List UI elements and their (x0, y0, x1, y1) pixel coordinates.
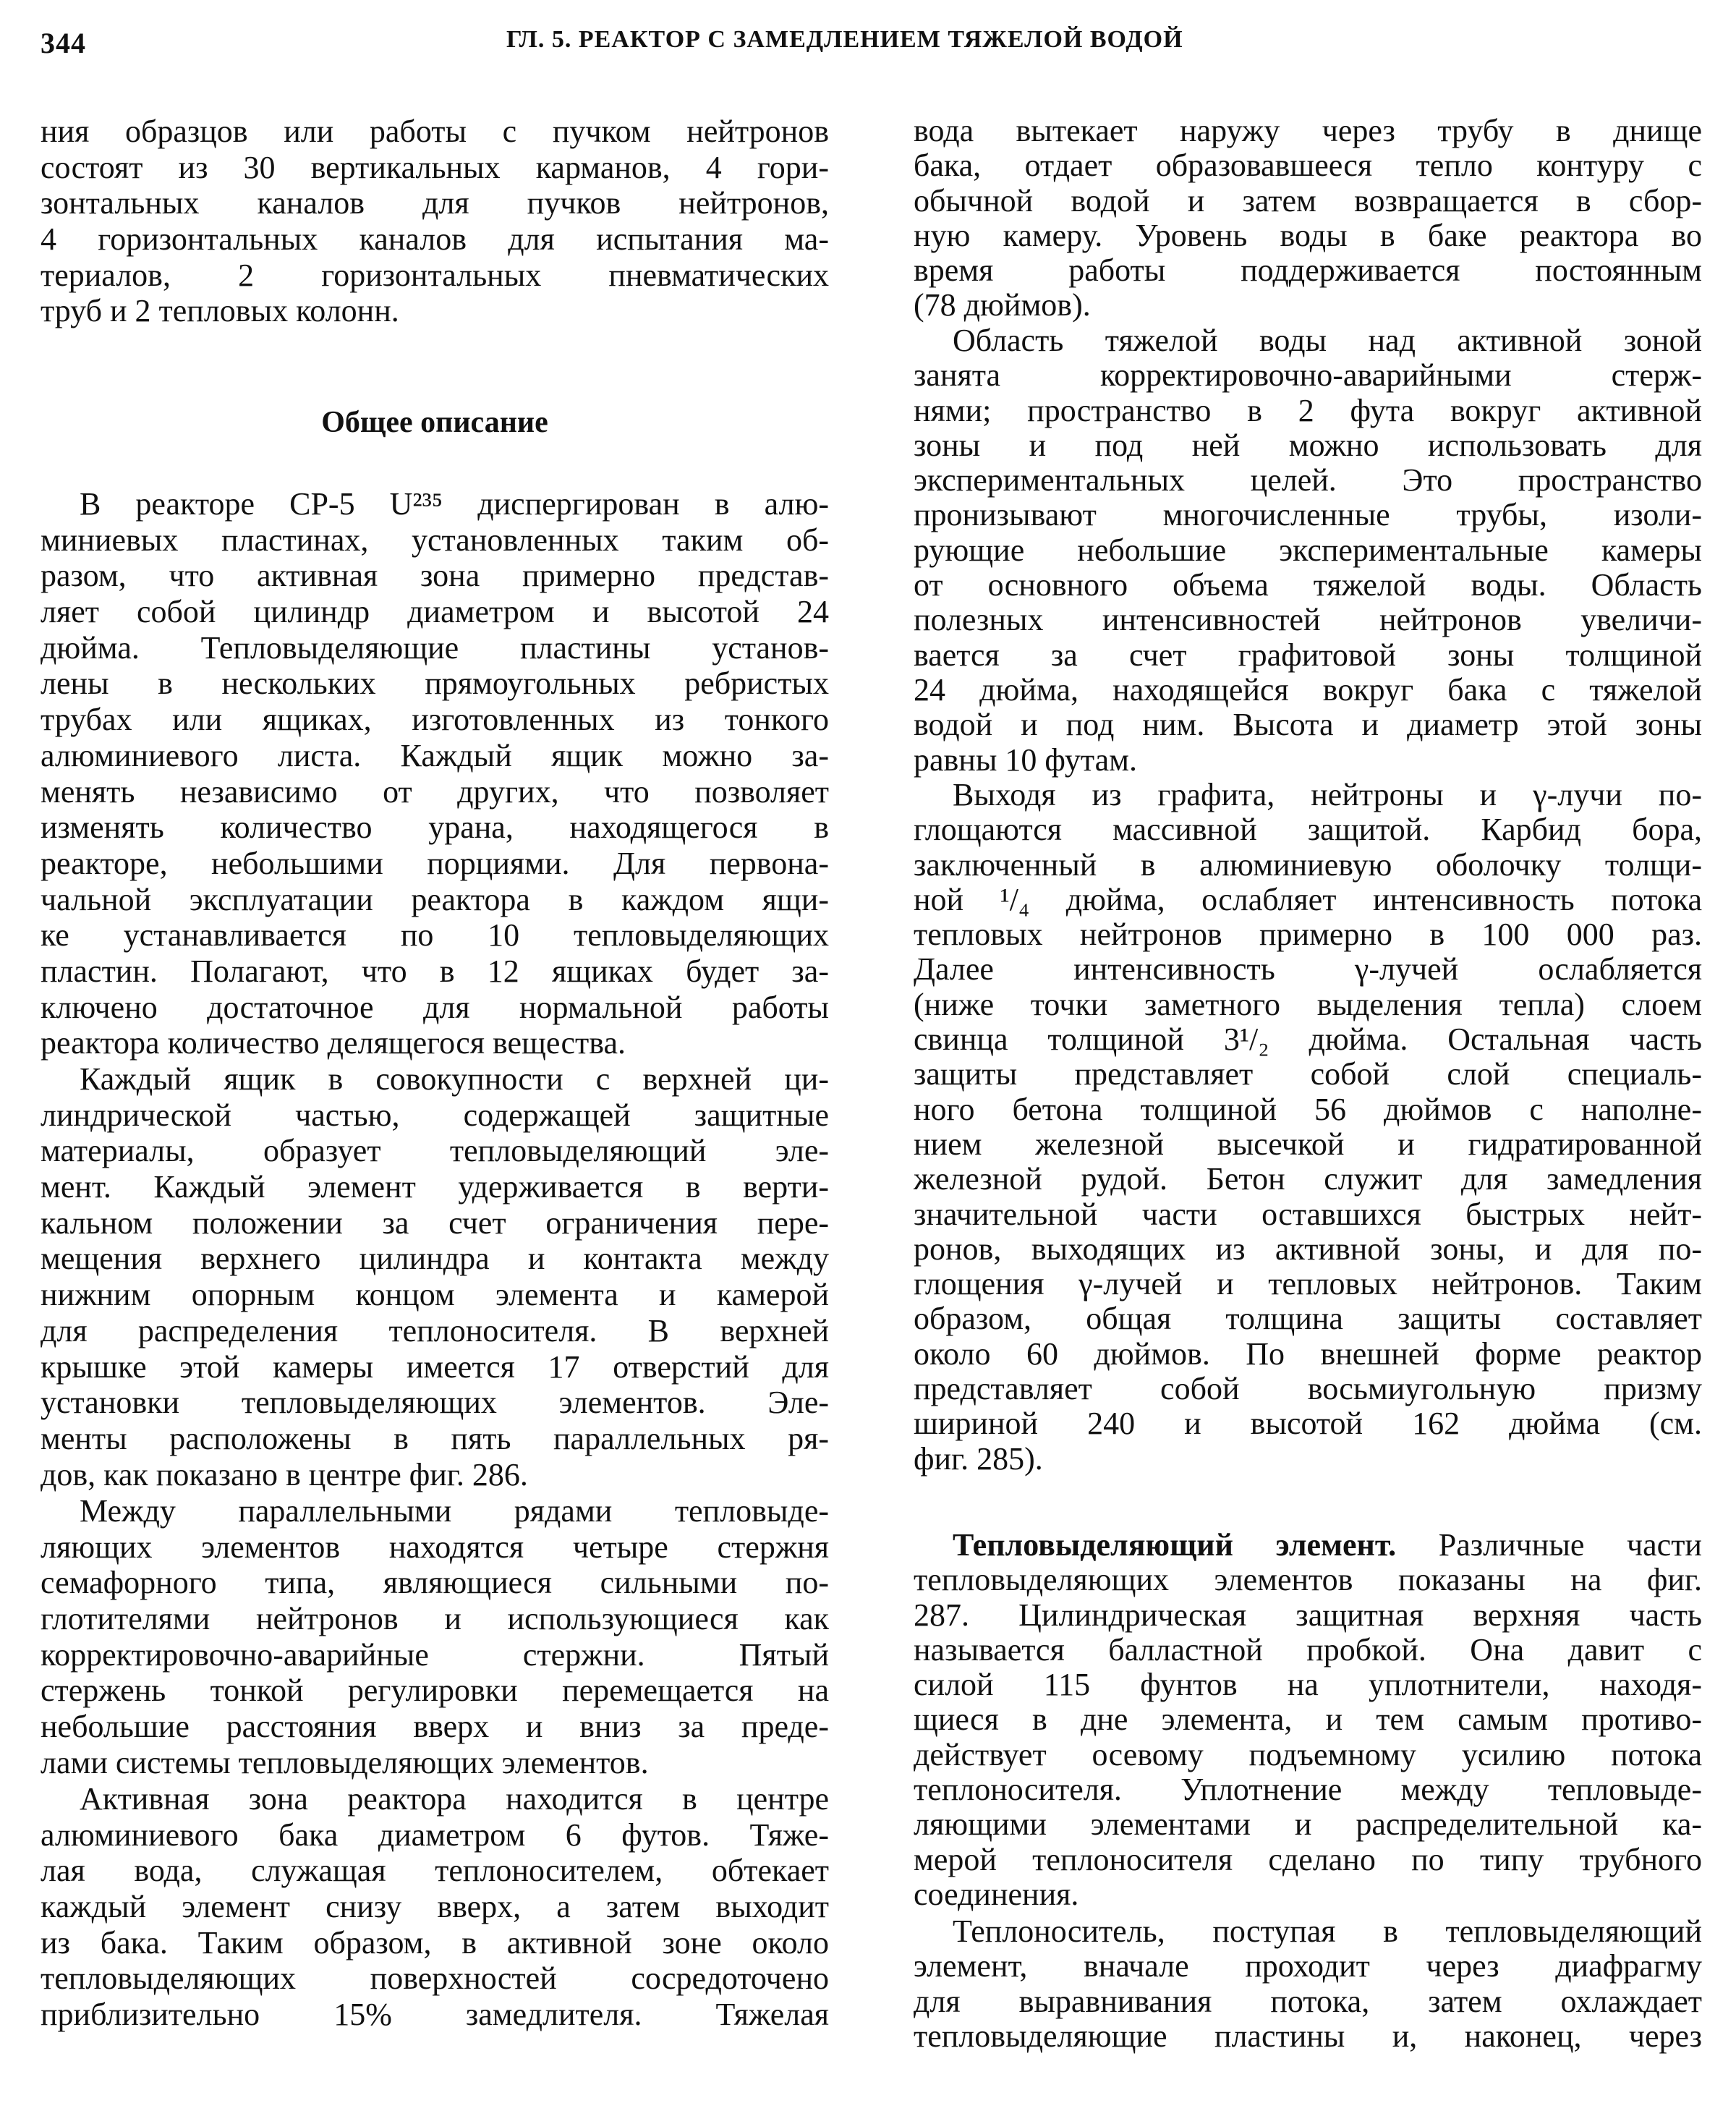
text-line: около 60 дюймов. По внешней форме реактор (914, 1335, 1702, 1372)
text-line: вода вытекает наружу через трубу в днище (914, 113, 1702, 148)
text-line: лены в нескольких прямоугольных ребристых (41, 666, 829, 702)
text-line: глотителями нейтронов и использующиеся как (41, 1601, 829, 1637)
paragraph (914, 1914, 1702, 2054)
text-line: для выравнивания потока, затем охлаждает (914, 1983, 1702, 2019)
text-line: ке устанавливается по 10 тепловыделяющих (41, 917, 829, 953)
text-line: ляет собой цилиндр диаметром и высотой 24 (41, 594, 829, 630)
text-line: (78 дюймов). (914, 287, 1091, 323)
paragraph (41, 1493, 829, 1781)
text-line: фиг. 285). (914, 1440, 1043, 1477)
text-line: мент. Каждый элемент удерживается в верти- (41, 1169, 829, 1205)
text-line: теплоносителя. Уплотнение между тепловыде- (914, 1772, 1702, 1808)
text-line: ной ¹/₄ дюйма, ослабляет интенсивность потока (914, 881, 1702, 917)
text-line: изменять количество урана, находящегося в (41, 810, 829, 846)
text-line: трубах или ящиках, изготовленных из тонкого (41, 702, 829, 738)
text-line: лами системы тепловыделяющих элементов. (41, 1744, 649, 1780)
paragraph (41, 1061, 829, 1492)
text-line: Далее интенсивность γ-лучей ослабляется (914, 951, 1702, 987)
text-line: ния образцов или работы с пучком нейтронов (41, 114, 829, 149)
text-line: из бака. Таким образом, в активной зоне около (41, 1924, 829, 1961)
text-line: зонтальных каналов для пучков нейтронов, (41, 185, 829, 221)
text-line: Между параллельными рядами тепловыде- (80, 1493, 829, 1529)
text-line: Теплоноситель, поступая в тепловыделяющий (953, 1913, 1702, 1949)
text-line: кальном положении за счет ограничения пере- (41, 1205, 829, 1241)
text-run: Различные части (1396, 1527, 1702, 1563)
text-line: териалов, 2 горизонтальных пневматических (41, 257, 829, 293)
text-line: В реакторе СР-5 U²³⁵ диспергирован в алю- (80, 486, 829, 522)
paragraph (41, 114, 829, 329)
text-line: тепловыделяющих поверхностей сосредоточено (41, 1961, 829, 1997)
text-line: установки тепловыделяющих элементов. Эле- (41, 1385, 829, 1421)
text-line: Выходя из графита, нейтроны и γ-лучи по- (953, 777, 1702, 812)
text-line: занята корректировочно-аварийными стерж- (914, 357, 1702, 394)
text-line: ную камеру. Уровень воды в баке реактора во (914, 217, 1702, 253)
text-line: Каждый ящик в совокупности с верхней ци- (80, 1061, 829, 1097)
text-line: нижним опорным концом элемента и камерой (41, 1277, 829, 1313)
text-line: от основного объема тяжелой воды. Область (914, 567, 1702, 603)
text-line: называется балластной пробкой. Она давит с (914, 1631, 1702, 1668)
text-line: Область тяжелой воды над активной зоной (953, 323, 1702, 358)
text-line: заключенный в алюминиевую оболочку толщи- (914, 846, 1702, 883)
text-line: крышке этой камеры имеется 17 отверстий для (41, 1348, 829, 1385)
text-line: линдрической частью, содержащей защитные (41, 1097, 829, 1133)
text-line: равны 10 футам. (914, 742, 1137, 778)
text-line: тепловыделяющие пластины и, наконец, через (914, 2018, 1702, 2054)
text-line: ключено достаточное для нормальной работы (41, 989, 829, 1025)
paragraph (914, 1528, 1702, 1912)
text-line: корректировочно-аварийные стержни. Пятый (41, 1636, 829, 1673)
text-line: образом, общая толщина защиты составляет (914, 1301, 1702, 1337)
text-line: для распределения теплоносителя. В верхней (41, 1312, 829, 1348)
text-line: труб и 2 тепловых колонн. (41, 293, 399, 329)
text-line: действует осевому подъемному усилию потока (914, 1736, 1702, 1772)
text-line: представляет собой восьмиугольную призму (914, 1371, 1702, 1407)
text-line: значительной части оставшихся быстрых нейт- (914, 1196, 1702, 1232)
text-line: водой и под ним. Высота и диаметр этой зоны (914, 707, 1702, 743)
paragraph (41, 1781, 829, 2033)
paragraph (914, 778, 1702, 1477)
text-line: шириной 240 и высотой 162 дюйма (см. (914, 1406, 1702, 1442)
text-line: Активная зона реактора находится в центре (80, 1781, 829, 1817)
text-line: щиеся в дне элемента, и тем самым противо- (914, 1702, 1702, 1738)
text-line: ляющими элементами и распределительной ка- (914, 1806, 1702, 1843)
text-line: экспериментальных целей. Это пространство (914, 462, 1702, 498)
text-line: 24 дюйма, находящейся вокруг бака с тяжелой (914, 671, 1702, 708)
text-line: 4 горизонтальных каналов для испытания ма- (41, 221, 829, 258)
text-line: силой 115 фунтов на уплотнители, находя- (914, 1667, 1702, 1703)
text-line: вается за счет графитовой зоны толщиной (914, 637, 1702, 673)
text-line: небольшие расстояния вверх и вниз за преде- (41, 1709, 829, 1745)
text-line: время работы поддерживается постоянным (914, 252, 1702, 289)
text-line: дов, как показано в центре фиг. 286. (41, 1456, 528, 1492)
text-line: глощения γ-лучей и тепловых нейтронов. Таким (914, 1266, 1702, 1302)
paragraph (914, 323, 1702, 778)
text-line: тепловыделяющих элементов показаны на фиг. (914, 1562, 1702, 1598)
text-line: состоят из 30 вертикальных карманов, 4 гори- (41, 149, 829, 185)
text-line: глощаются массивной защитой. Карбид бора, (914, 812, 1702, 848)
text-line: дюйма. Тепловыделяющие пластины установ- (41, 629, 829, 666)
text-line: менять независимо от других, что позволяет (41, 773, 829, 810)
text-line: реакторе, небольшими порциями. Для первона- (41, 845, 829, 881)
section-heading-text: Общее описание (321, 406, 548, 439)
text-line: защиты представляет собой слой специаль- (914, 1056, 1702, 1092)
text-line: алюминиевого бака диаметром 6 футов. Тяже- (41, 1817, 829, 1853)
text-line: мещения верхнего цилиндра и контакта между (41, 1241, 829, 1277)
text-line: материалы, образует тепловыделяющий эле- (41, 1133, 829, 1169)
text-line: ляющих элементов находятся четыре стержня (41, 1529, 829, 1565)
text-line: чальной эксплуатации реактора в каждом ящи- (41, 881, 829, 917)
text-line: (ниже точки заметного выделения тепла) слоем (914, 986, 1702, 1022)
text-line: менты расположены в пять параллельных ря- (41, 1420, 829, 1456)
run-in-heading: Тепловыделяющий элемент. (953, 1527, 1397, 1563)
text-line: ронов, выходящих из активной зоны, и для по- (914, 1231, 1702, 1267)
text-line (914, 1528, 1702, 1563)
text-line: нями; пространство в 2 фута вокруг активной (914, 392, 1702, 428)
text-line: пластин. Полагают, что в 12 ящиках будет за- (41, 953, 829, 989)
text-line: реактора количество делящегося вещества. (41, 1025, 626, 1061)
text-line: бака, отдает образовавшееся тепло контуру с (914, 148, 1702, 184)
text-line: тепловых нейтронов примерно в 100 000 раз. (914, 917, 1702, 953)
text-line: алюминиевого листа. Каждый ящик можно за- (41, 737, 829, 773)
text-line: 287. Цилиндрическая защитная верхняя часть (914, 1597, 1702, 1633)
text-line: соединения. (914, 1876, 1079, 1912)
paragraph (914, 114, 1702, 323)
text-line: ного бетона толщиной 56 дюймов с наполне- (914, 1091, 1702, 1127)
text-line: зоны и под ней можно использовать для (914, 427, 1702, 463)
text-line: мерой теплоносителя сделано по типу трубного (914, 1841, 1702, 1877)
text-line: обычной водой и затем возвращается в сбор- (914, 182, 1702, 218)
text-line: полезных интенсивностей нейтронов увеличи- (914, 602, 1702, 638)
text-line: лая вода, служащая теплоносителем, обтекает (41, 1853, 829, 1889)
text-line: рующие небольшие экспериментальные камеры (914, 532, 1702, 568)
text-line: семафорного типа, являющиеся сильными по- (41, 1565, 829, 1601)
paragraph (41, 486, 829, 1061)
text-line: миниевых пластинах, установленных таким об- (41, 522, 829, 558)
text-line: нием железной высечкой и гидратированной (914, 1126, 1702, 1162)
text-line: стержень тонкой регулировки перемещается на (41, 1673, 829, 1709)
section-heading (41, 405, 829, 441)
text-line: приблизительно 15% замедлителя. Тяжелая (41, 1997, 829, 2033)
running-head: ГЛ. 5. РЕАКТОР С ЗАМЕДЛЕНИЕМ ТЯЖЕЛОЙ ВОДОЙ (506, 26, 1183, 53)
text-line: каждый элемент снизу вверх, а затем выходит (41, 1889, 829, 1925)
text-line: железной рудой. Бетон служит для замедления (914, 1161, 1702, 1197)
text-line: свинца толщиной 3¹/₂ дюйма. Остальная часть (914, 1021, 1702, 1058)
text-line: элемент, вначале проходит через диафрагму (914, 1948, 1702, 1984)
text-line: пронизывают многочисленные трубы, изоли- (914, 497, 1702, 533)
text-line: разом, что активная зона примерно представ- (41, 558, 829, 594)
page-number: 344 (41, 27, 86, 59)
